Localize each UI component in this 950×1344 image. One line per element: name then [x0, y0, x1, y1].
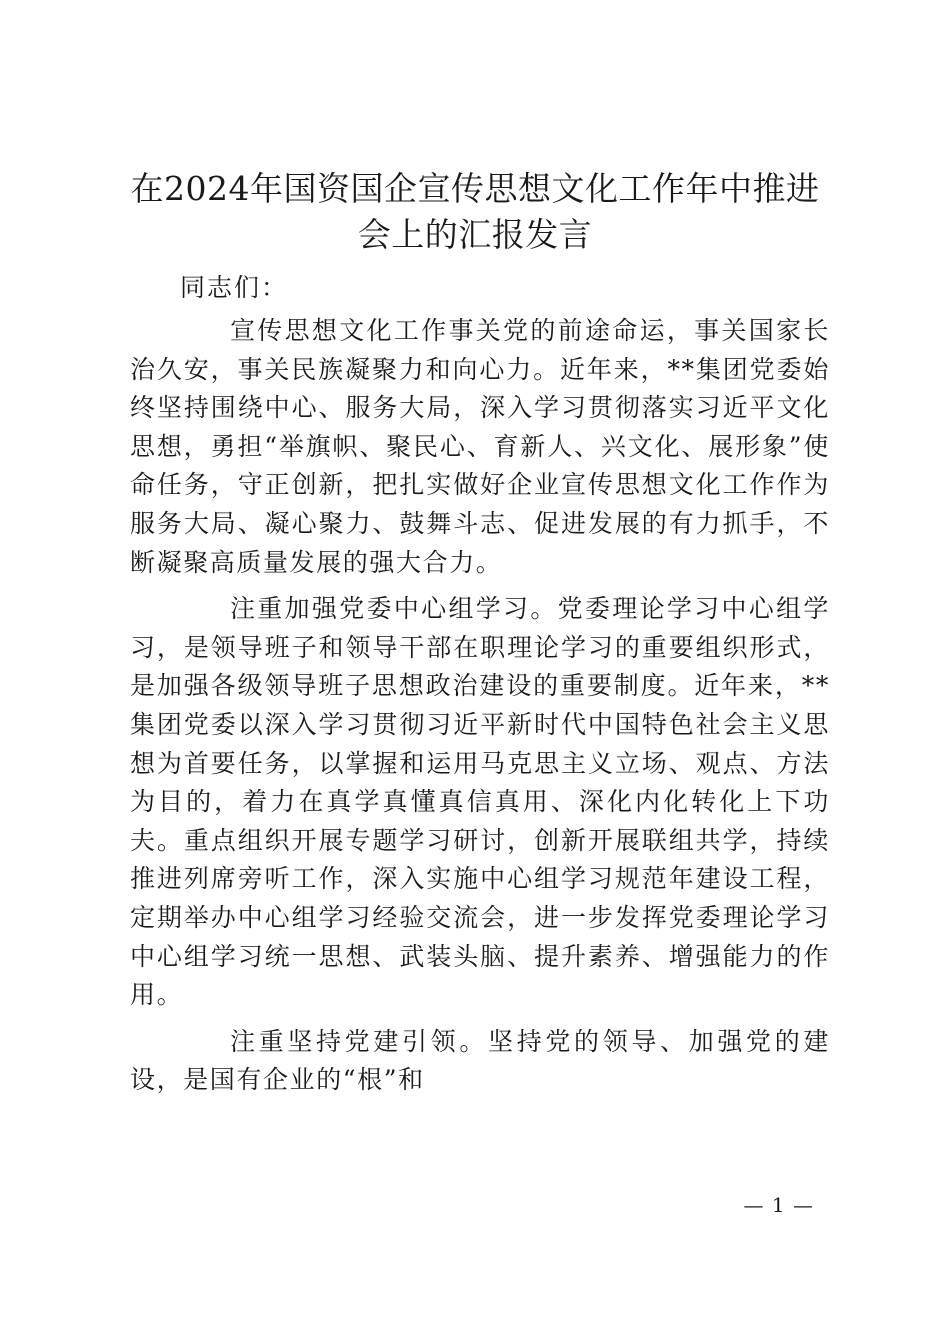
- paragraph-study: 注重加强党委中心组学习。党委理论学习中心组学习，是领导班子和领导干部在职理论学习的重要组织形式，是加强各级领导班子思想政治建设的重要制度。近年来，**集团党委以深入学习贯彻习近平新时代中国特色社会主义思想为首要任务，以掌握和运用马克思主义立场、观点、方法为目的，着力在真学真懂真信真用、深化内化转化上下功夫。重点组织开展专题学习研讨，创新开展联组共学，持续推进列席旁听工作，深入实施中心组学习规范年建设工程，定期举办中心组学习经验交流会，进一步发挥党委理论学习中心组学习统一思想、武装头脑、提升素养、增强能力的作用。: [130, 594, 830, 1010]
- salutation: 同志们：: [180, 273, 289, 302]
- document-title: 在2024年国资国企宣传思想文化工作年中推进会上的汇报发言: [130, 169, 820, 254]
- document-body: [130, 268, 830, 1108]
- paragraph-party-building: 注重坚持党建引领。坚持党的领导、加强党的建设，是国有企业的“根”和: [130, 1026, 830, 1095]
- page-number: — 1 —: [743, 1193, 814, 1217]
- paragraph-intro: 宣传思想文化工作事关党的前途命运，事关国家长治久安，事关民族凝聚力和向心力。近年来，**集团党委始终坚持围绕中心、服务大局，深入学习贯彻落实习近平文化思想，勇担“举旗帜、聚民心、育新人、兴文化、展形象”使命任务，守正创新，把扎实做好企业宣传思想文化工作作为服务大局、凝心聚力、鼓舞斗志、促进发展的有力抓手，不断凝聚高质量发展的强大合力。: [130, 316, 830, 577]
